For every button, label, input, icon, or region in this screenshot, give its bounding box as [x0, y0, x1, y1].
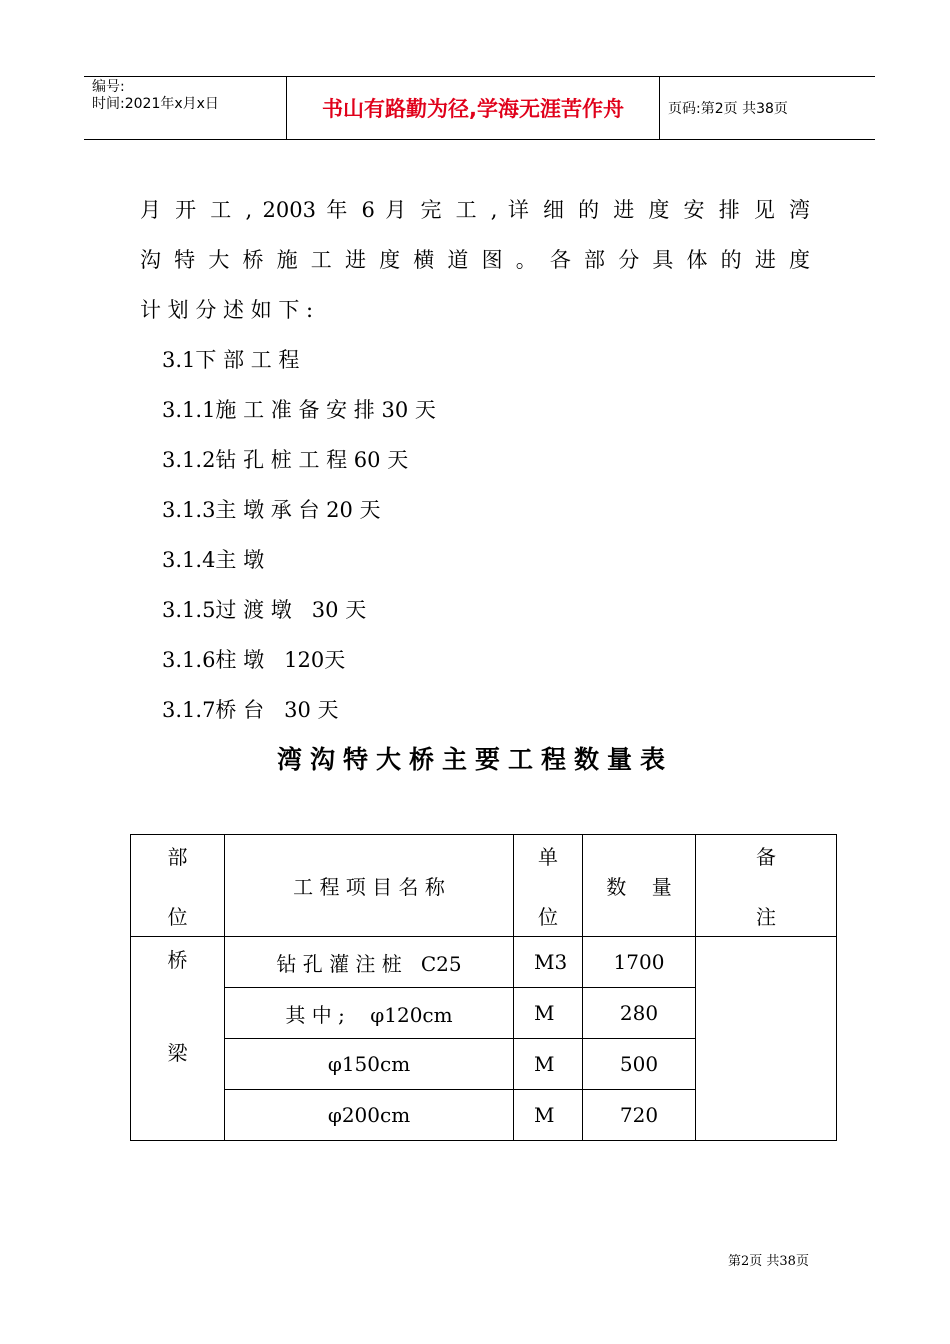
document-body — [140, 192, 810, 742]
part-cell — [131, 937, 225, 1141]
header-part — [131, 835, 225, 937]
paragraph-line: 沟 特 大 桥 施 工 进 度 横 道 图 。 各 部 分 具 体 的 进 度 — [140, 248, 810, 272]
schedule-item: 3.1.3主 墩 承 台 20 天 — [162, 498, 381, 522]
page-header — [84, 76, 875, 140]
part-label-bottom: 梁 — [167, 1040, 188, 1065]
page-footer: 第2页 共38页 — [728, 1254, 809, 1269]
header-unit — [514, 835, 583, 937]
row-qty: 500 — [583, 1039, 696, 1090]
schedule-item: 3.1.1施 工 准 备 安 排 30 天 — [162, 398, 436, 422]
table-header-row — [131, 835, 837, 937]
header-unit-top: 单 — [538, 845, 558, 869]
schedule-item: 3.1.5过 渡 墩 30 天 — [162, 598, 367, 622]
row-name: 钻 孔 灌 注 桩 C25 — [225, 937, 514, 988]
schedule-item: 3.1.7桥 台 30 天 — [162, 698, 339, 722]
header-unit-bottom: 位 — [538, 905, 558, 929]
header-qty: 数 量 — [583, 835, 696, 937]
paragraph-line: 计 划 分 述 如 下 : — [140, 298, 314, 322]
remark-cell — [696, 937, 837, 1141]
part-label-top: 桥 — [167, 947, 188, 972]
row-name: φ200cm — [225, 1090, 514, 1141]
paragraph-line: 月 开 工 , 2003 年 6 月 完 工 , 详 细 的 进 度 安 排 见 湾 — [140, 198, 810, 222]
schedule-item: 3.1下 部 工 程 — [162, 348, 300, 372]
row-qty: 720 — [583, 1090, 696, 1141]
schedule-item: 3.1.6柱 墩 120天 — [162, 648, 346, 672]
row-unit: M — [514, 1039, 583, 1090]
row-unit: M3 — [514, 937, 583, 988]
header-page-info: 页码:第2页 共38页 — [668, 101, 788, 117]
row-unit: M — [514, 988, 583, 1039]
header-part-top: 部 — [167, 845, 188, 869]
header-part-bottom: 位 — [167, 905, 188, 929]
table-row — [131, 937, 837, 988]
row-unit: M — [514, 1090, 583, 1141]
row-name: φ150cm — [225, 1039, 514, 1090]
schedule-item: 3.1.2钻 孔 桩 工 程 60 天 — [162, 448, 409, 472]
header-remark-bottom: 注 — [756, 905, 776, 929]
row-name: 其 中 ; φ120cm — [225, 988, 514, 1039]
header-name: 工 程 项 目 名 称 — [225, 835, 514, 937]
header-remark — [696, 835, 837, 937]
row-qty: 1700 — [583, 937, 696, 988]
quantity-table — [130, 834, 837, 1141]
header-meta — [92, 79, 219, 113]
schedule-item: 3.1.4主 墩 — [162, 548, 265, 572]
header-motto: 书山有路勤为径,学海无涯苦作舟 — [286, 77, 660, 139]
doc-time-label: 时间:2021年x月x日 — [92, 96, 219, 112]
table-title: 湾沟特大桥主要工程数量表 — [276, 745, 673, 774]
header-remark-top: 备 — [756, 845, 776, 869]
row-qty: 280 — [583, 988, 696, 1039]
doc-number-label: 编号: — [92, 79, 125, 95]
